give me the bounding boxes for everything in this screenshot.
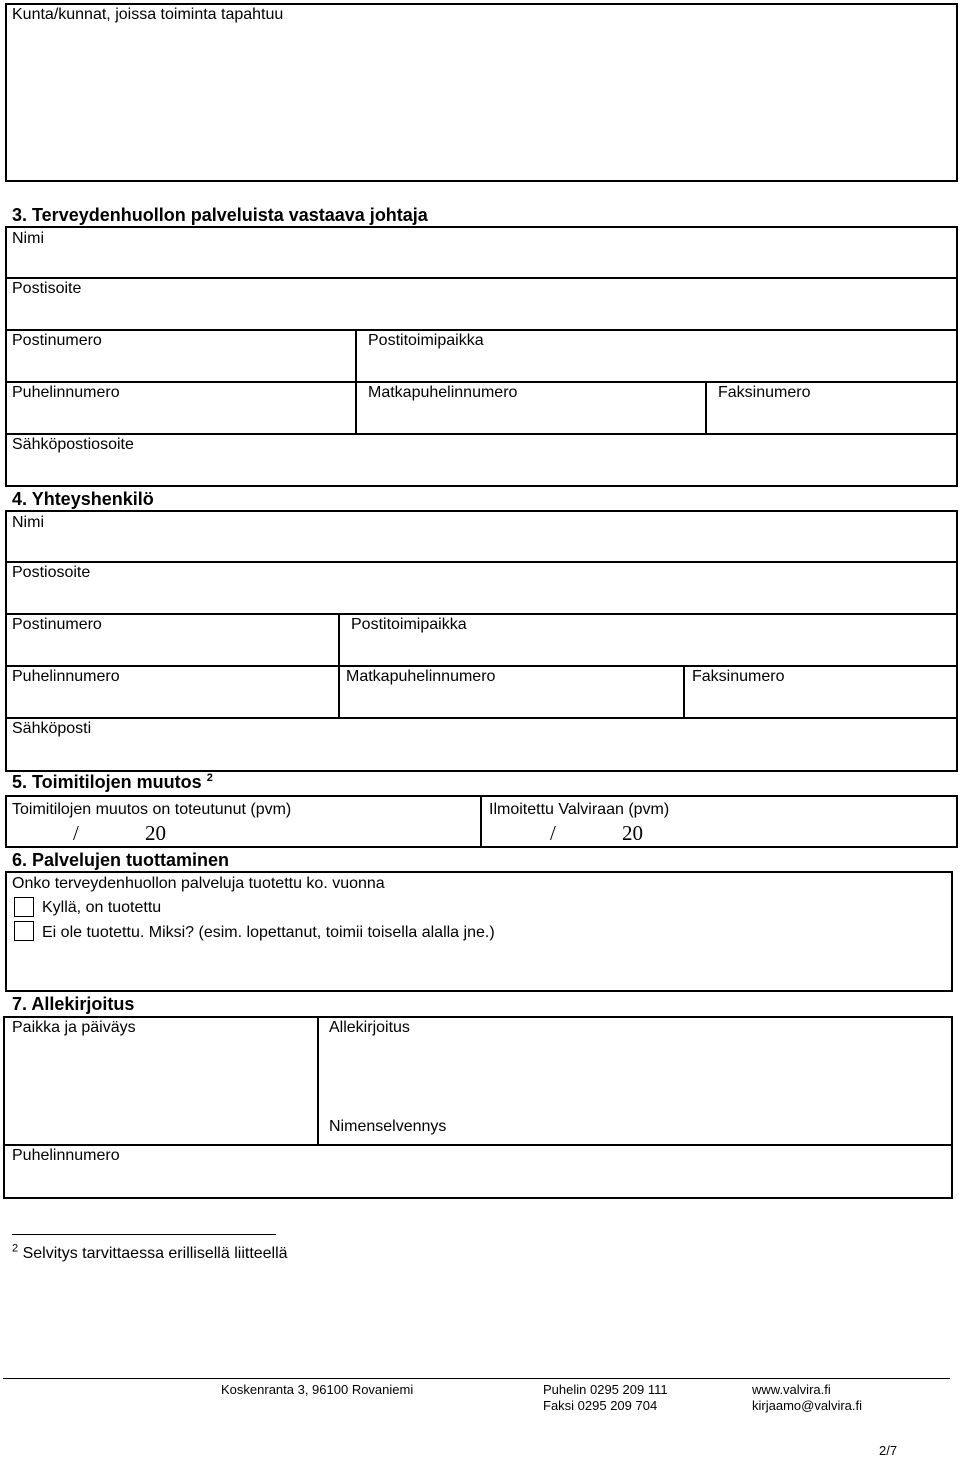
notified-date-century: 20	[622, 821, 643, 845]
footer-address: Koskenranta 3, 96100 Rovaniemi	[221, 1382, 414, 1397]
notified-date-field[interactable]	[485, 820, 955, 846]
section4-form-box	[5, 510, 958, 772]
section7-phone-field[interactable]	[8, 1168, 948, 1194]
section3-divider	[5, 277, 958, 279]
footer-phone: Puhelin 0295 209 111	[543, 1382, 668, 1397]
section4-divider	[683, 665, 685, 718]
notified-date-label: Ilmoitettu Valviraan (pvm)	[489, 801, 670, 818]
section5-heading: 5. Toimitilojen muutos $^2$	[12, 772, 213, 792]
section3-divider	[355, 329, 357, 434]
section4-fax-label: Faksinumero	[692, 668, 785, 685]
signature-field[interactable]	[322, 1040, 950, 1110]
section3-fax-label: Faksinumero	[718, 384, 811, 401]
section7-divider	[317, 1016, 319, 1145]
section6-question: Onko terveydenhuollon palveluja tuotettu ko. vuonna	[12, 875, 385, 892]
place-date-field[interactable]	[8, 1040, 313, 1140]
section3-email-label: Sähköpostiosoite	[12, 436, 134, 453]
section4-name-label: Nimi	[12, 514, 44, 531]
change-date-label: Toimitilojen muutos on toteutunut (pvm)	[12, 801, 292, 818]
section4-divider	[338, 613, 340, 718]
reason-field[interactable]	[40, 945, 950, 987]
section3-name-label: Nimi	[12, 230, 44, 247]
section3-address-label: Postisoite	[12, 280, 82, 297]
section4-post-office-label: Postitoimipaikka	[351, 616, 467, 633]
municipality-box[interactable]	[5, 3, 958, 182]
section5-divider	[480, 795, 482, 848]
footnote-text: Selvitys tarvittaessa erillisellä liitteellä	[22, 1245, 288, 1262]
option-no-checkbox[interactable]	[14, 921, 34, 941]
section7-divider	[3, 1144, 953, 1146]
section4-divider	[5, 613, 958, 615]
option-yes-checkbox[interactable]	[14, 897, 34, 917]
footnote	[12, 1244, 288, 1264]
section3-mobile-label: Matkapuhelinnumero	[368, 384, 518, 401]
footer-web-link[interactable]: www.valvira.fi	[752, 1382, 831, 1397]
section7-phone-label: Puhelinnumero	[12, 1147, 120, 1164]
section4-heading: 4. Yhteyshenkilö	[12, 489, 154, 509]
footer-fax: Faksi 0295 209 704	[543, 1398, 658, 1413]
section3-divider	[705, 381, 707, 434]
section4-email-label: Sähköposti	[12, 720, 92, 737]
footnote-separator	[12, 1234, 276, 1235]
section3-divider	[5, 433, 958, 435]
footer-rule	[3, 1378, 950, 1379]
footnote-ref: 2	[206, 772, 213, 784]
section3-name-field[interactable]	[7, 250, 956, 276]
section6-heading: 6. Palvelujen tuottaminen	[12, 850, 230, 870]
section3-phone-label: Puhelinnumero	[12, 384, 120, 401]
section4-address-label: Postiosoite	[12, 564, 91, 581]
section4-divider	[5, 717, 958, 719]
place-date-label: Paikka ja päiväys	[12, 1019, 136, 1036]
name-clarification-label: Nimenselvennys	[329, 1118, 447, 1135]
section3-heading: 3. Terveydenhuollon palveluista vastaava johtaja	[12, 205, 428, 225]
section7-heading: 7. Allekirjoitus	[12, 994, 135, 1014]
footer-email-link[interactable]: kirjaamo@valvira.fi	[752, 1398, 862, 1413]
page-number: 2/7	[879, 1443, 898, 1458]
section4-divider	[5, 561, 958, 563]
change-date-slash: /	[73, 821, 79, 845]
section3-post-office-label: Postitoimipaikka	[368, 332, 484, 349]
option-no-label: Ei ole tuotettu. Miksi? (esim. lopettanut, toimii toisella alalla jne.)	[42, 924, 495, 941]
change-date-field[interactable]	[10, 820, 475, 846]
section4-phone-label: Puhelinnumero	[12, 668, 120, 685]
section4-mobile-label: Matkapuhelinnumero	[346, 668, 496, 685]
footnote-number: 2	[12, 1242, 19, 1255]
change-date-century: 20	[145, 821, 166, 845]
signature-label: Allekirjoitus	[329, 1019, 410, 1036]
notified-date-slash: /	[550, 821, 556, 845]
option-yes-label: Kyllä, on tuotettu	[42, 899, 162, 916]
section4-postal-code-label: Postinumero	[12, 616, 102, 633]
section3-postal-code-label: Postinumero	[12, 332, 102, 349]
municipality-label: Kunta/kunnat, joissa toiminta tapahtuu	[12, 6, 284, 23]
